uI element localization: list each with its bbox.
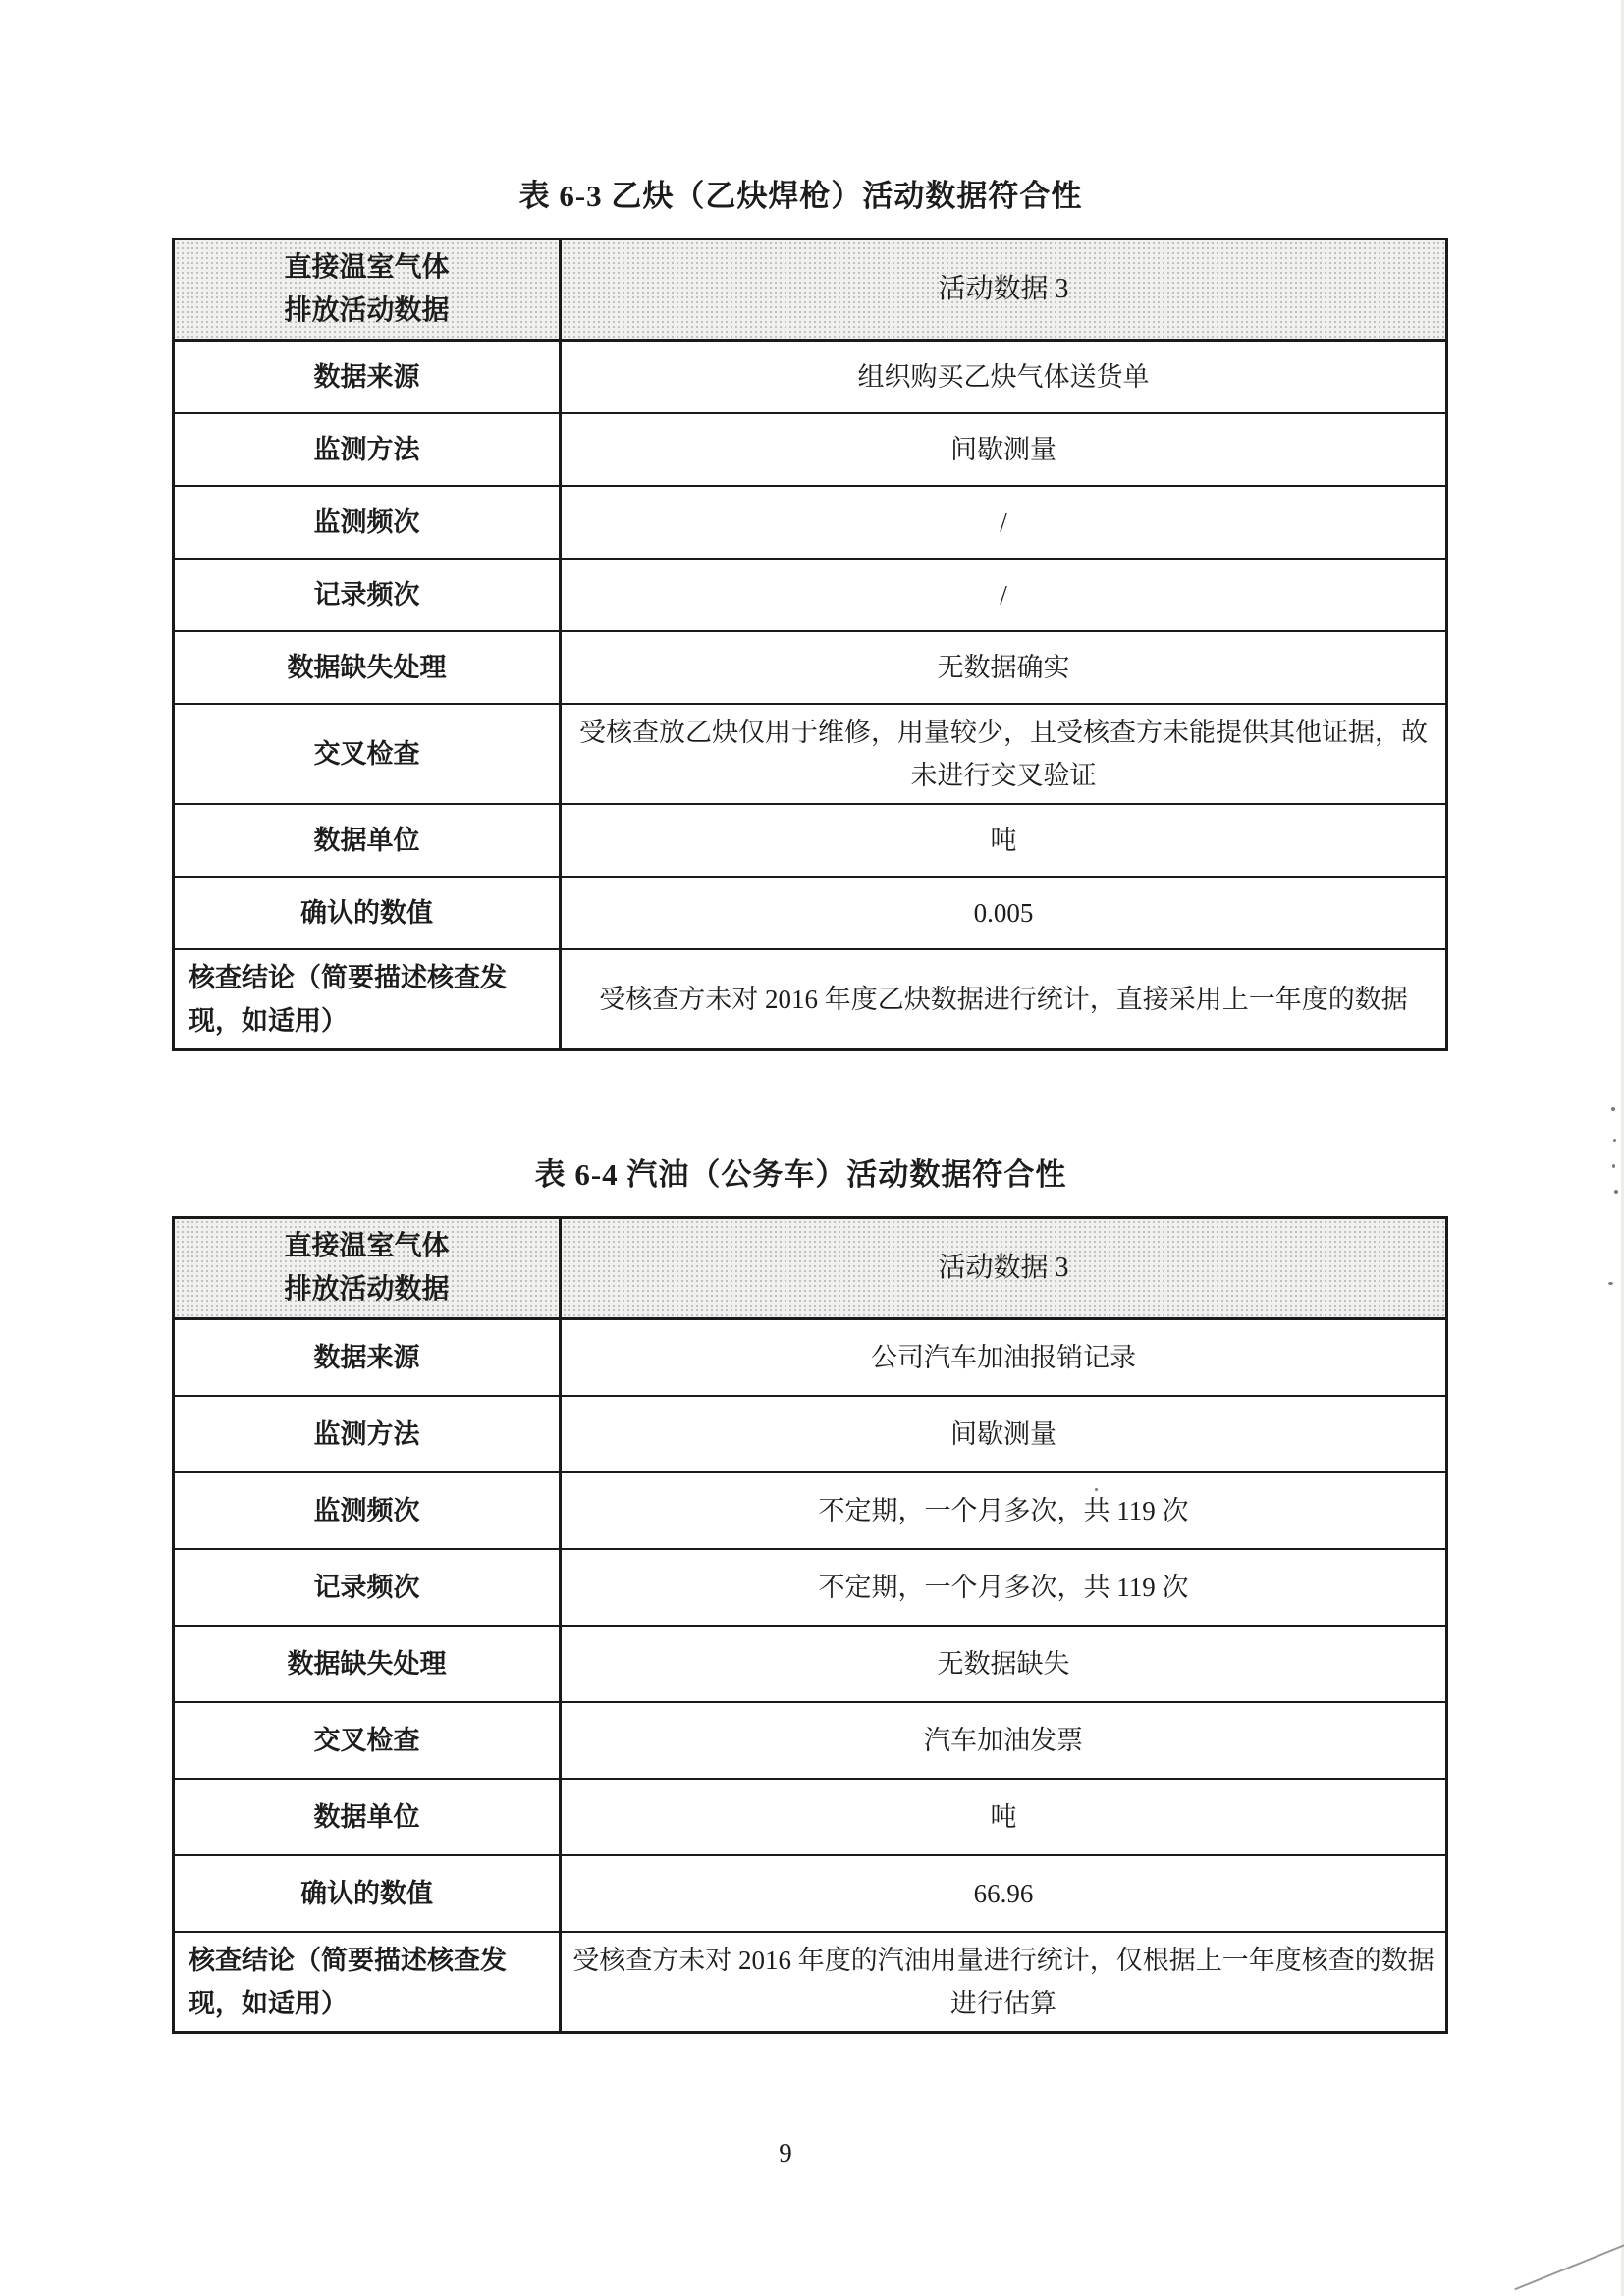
table-row xyxy=(174,1855,1447,1932)
table-row xyxy=(174,877,1447,949)
table-row xyxy=(174,1549,1447,1626)
header-row xyxy=(174,1218,1447,1319)
row-value: 受核查方未对 2016 年度的汽油用量进行统计，仅根据上一年度核查的数据进行估算 xyxy=(561,1932,1447,2033)
header-left-line1: 直接温室气体 xyxy=(284,252,450,283)
table-6-4-header xyxy=(174,1218,1447,1319)
row-value: / xyxy=(561,559,1447,631)
table-row xyxy=(174,413,1447,486)
page-content xyxy=(172,0,1435,2034)
row-value: 66.96 xyxy=(561,1855,1447,1932)
header-left-line2: 排放活动数据 xyxy=(284,295,450,326)
scan-speck xyxy=(1612,1164,1615,1168)
row-value: 间歇测量 xyxy=(561,413,1447,486)
table-row xyxy=(174,559,1447,631)
scan-corner-line-artifact xyxy=(1514,2241,1624,2291)
row-value: / xyxy=(561,486,1447,559)
row-value: 受核查方未对 2016 年度乙炔数据进行统计，直接采用上一年度的数据 xyxy=(561,949,1447,1050)
header-left-line1: 直接温室气体 xyxy=(284,1231,450,1261)
table-row xyxy=(174,1702,1447,1779)
row-label: 监测频次 xyxy=(174,486,561,559)
row-value: 汽车加油发票 xyxy=(561,1702,1447,1779)
row-value: 公司汽车加油报销记录 xyxy=(561,1319,1447,1397)
row-value: 无数据确实 xyxy=(561,631,1447,704)
scan-speck xyxy=(1095,1488,1098,1491)
table-row xyxy=(174,1626,1447,1702)
table-6-3-title: 表 6-3 乙炔（乙炔焊枪）活动数据符合性 xyxy=(518,179,1083,213)
table-row xyxy=(174,631,1447,704)
row-label: 数据缺失处理 xyxy=(174,1626,561,1702)
header-left-line2: 排放活动数据 xyxy=(284,1274,450,1305)
row-label: 数据来源 xyxy=(174,1319,561,1397)
row-label: 监测方法 xyxy=(174,1396,561,1472)
row-value: 组织购买乙炔气体送货单 xyxy=(561,341,1447,414)
header-right-cell: 活动数据 3 xyxy=(561,240,1447,341)
page-number: 9 xyxy=(779,2138,792,2167)
row-label: 交叉检查 xyxy=(174,704,561,804)
table-row xyxy=(174,486,1447,559)
table-6-4-title: 表 6-4 汽油（公务车）活动数据符合性 xyxy=(534,1157,1067,1192)
table-row xyxy=(174,704,1447,804)
row-value: 吨 xyxy=(561,804,1447,877)
row-value: 间歇测量 xyxy=(561,1396,1447,1472)
row-label: 数据来源 xyxy=(174,341,561,414)
row-label: 核查结论（简要描述核查发现，如适用） xyxy=(174,1932,561,2033)
row-label: 交叉检查 xyxy=(174,1702,561,1779)
row-label: 确认的数值 xyxy=(174,877,561,949)
table-row xyxy=(174,1932,1447,2033)
header-row xyxy=(174,240,1447,341)
row-value: 受核查放乙炔仅用于维修，用量较少，且受核查方未能提供其他证据，故未进行交叉验证 xyxy=(561,704,1447,804)
table-row xyxy=(174,1319,1447,1397)
table-6-3 xyxy=(172,238,1448,1051)
row-label: 核查结论（简要描述核查发现，如适用） xyxy=(174,949,561,1050)
row-label: 数据单位 xyxy=(174,804,561,877)
table-6-3-header xyxy=(174,240,1447,341)
table-row xyxy=(174,949,1447,1050)
row-label: 数据缺失处理 xyxy=(174,631,561,704)
scan-speck xyxy=(1611,1107,1615,1111)
row-label: 监测方法 xyxy=(174,413,561,486)
row-value: 无数据缺失 xyxy=(561,1626,1447,1702)
table-row xyxy=(174,1396,1447,1472)
row-label: 确认的数值 xyxy=(174,1855,561,1932)
row-value: 不定期，一个月多次，共 119 次 xyxy=(561,1549,1447,1626)
scan-speck xyxy=(1614,1190,1618,1194)
row-label: 数据单位 xyxy=(174,1779,561,1855)
table-6-4-body xyxy=(174,1319,1447,2033)
row-value: 0.005 xyxy=(561,877,1447,949)
table-6-4 xyxy=(172,1216,1448,2034)
row-label: 监测频次 xyxy=(174,1472,561,1549)
row-label: 记录频次 xyxy=(174,1549,561,1626)
header-right-cell: 活动数据 3 xyxy=(561,1218,1447,1319)
row-value: 不定期，一个月多次，共 119 次 xyxy=(561,1472,1447,1549)
table-row xyxy=(174,1472,1447,1549)
row-label: 记录频次 xyxy=(174,559,561,631)
scan-speck xyxy=(1608,1282,1613,1285)
row-value: 吨 xyxy=(561,1779,1447,1855)
scan-speck xyxy=(1613,1139,1616,1142)
header-left-cell xyxy=(174,240,561,341)
header-left-cell xyxy=(174,1218,561,1319)
table-row xyxy=(174,1779,1447,1855)
table-row xyxy=(174,341,1447,414)
table-6-3-body xyxy=(174,341,1447,1050)
table-row xyxy=(174,804,1447,877)
